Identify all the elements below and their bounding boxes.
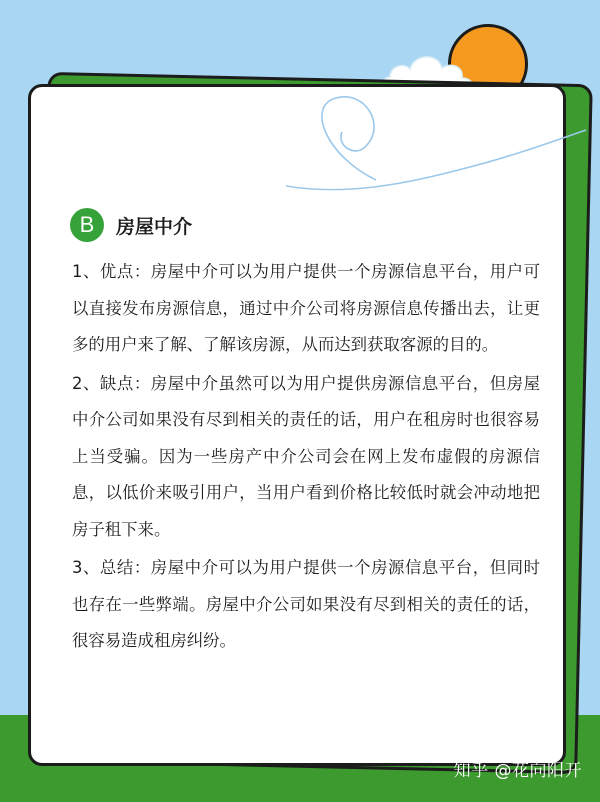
paragraph-summary: 3、总结：房屋中介可以为用户提供一个房源信息平台，但同时也存在一些弊端。房屋中介公司如果没有尽到相关的责任的话，很容易造成租房纠纷。 bbox=[72, 558, 540, 650]
section-badge: B bbox=[70, 208, 104, 242]
zhihu-watermark: 知乎 @花向阳开 bbox=[453, 761, 582, 781]
swirl-line-decoration bbox=[286, 86, 586, 196]
paragraph-disadvantages: 2、缺点：房屋中介虽然可以为用户提供房源信息平台，但房屋中介公司如果没有尽到相关的责任的话，用户在租房时也很容易上当受骗。因为一些房产中介公司会在网上发布虚假的房源信息，以低价来吸引用户，当用户看到价格比较低时就会冲动地把房子租下来。 bbox=[72, 373, 540, 539]
article-body bbox=[72, 254, 540, 662]
paragraph-advantages: 1、优点：房屋中介可以为用户提供一个房源信息平台，用户可以直接发布房源信息，通过中介公司将房源信息传播出去，让更多的用户来了解、了解该房源，从而达到获取客源的目的。 bbox=[72, 262, 540, 354]
section-title: 房屋中介 bbox=[116, 215, 193, 238]
section-heading bbox=[70, 208, 192, 242]
